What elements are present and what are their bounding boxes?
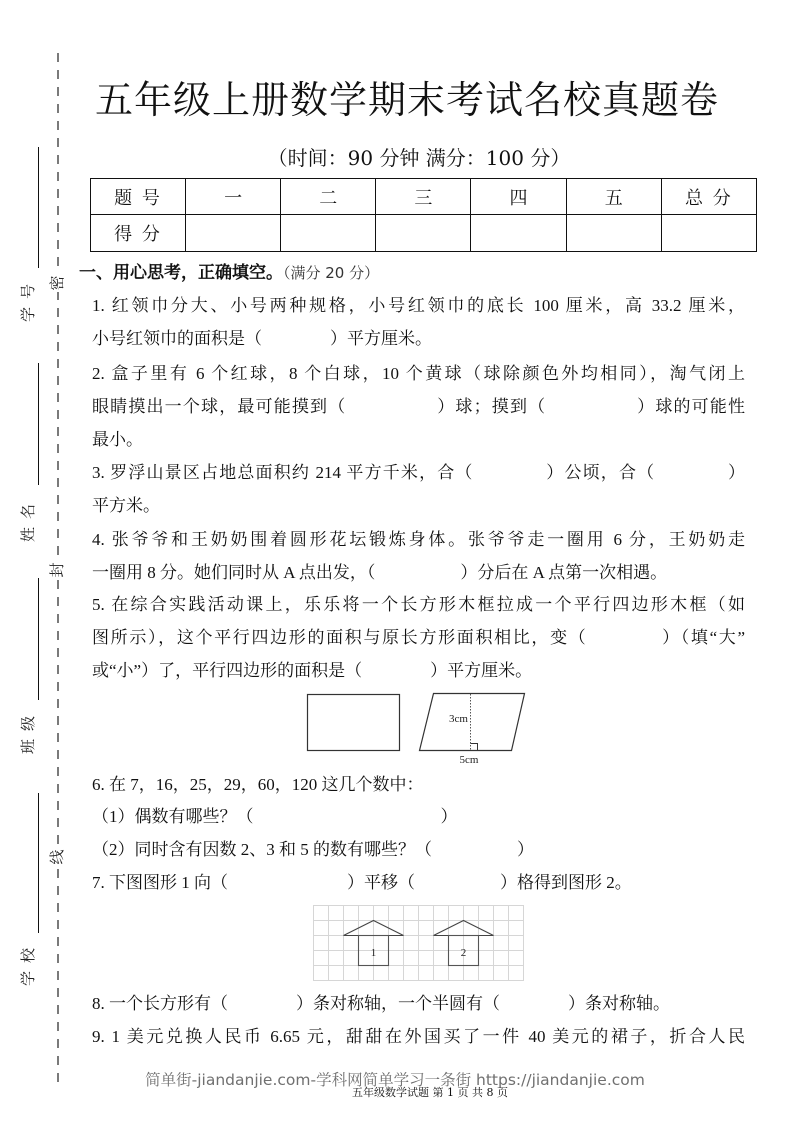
column-header-part-2: 二 [281,179,376,215]
question-6-sub-2: （2）同时含有因数 2、3 和 5 的数有哪些？（ ） [92,840,534,859]
question-5-line-3: 或“小”）了，平行四边形的面积是（ ）平方厘米。 [92,661,533,680]
name-label: 姓名 [19,495,37,542]
question-2-line-2: 眼睛摸出一个球，最可能摸到（ ）球；摸到（ ）球的可能性 [92,397,745,416]
question-2-line-1: 2. 盒子里有 6 个红球，8 个白球，10 个黄球（球除颜色外均相同），淘气闭上 [92,364,745,383]
column-header-part-1: 一 [186,179,281,215]
question-3-line-2: 平方米。 [92,496,160,515]
class-write-line [38,578,39,700]
column-header-part-3: 三 [376,179,471,215]
score-cell-part-3 [376,215,471,252]
seal-mark-xian: 线 [48,849,66,865]
score-cell-total [661,215,756,252]
question-3-line-1: 3. 罗浮山景区占地总面积约 214 平方千米，合（ ）公顷，合（ ） [92,463,745,482]
school-write-line [38,793,39,933]
question-7-line-1: 7. 下图图形 1 向（ ）平移（ ）格得到图形 2。 [92,873,632,892]
question-2-line-3: 最小。 [92,430,143,449]
class-label: 班级 [19,707,37,754]
shape-2-label: 2 [460,947,467,959]
section-heading [79,262,379,284]
height-label: 3cm [449,713,468,725]
question-6-line-1: 6. 在 7，16，25，29，60，120 这几个数中： [92,775,424,794]
seal-mark-mi: 密 [48,275,66,291]
school-label: 学校 [19,939,37,986]
question-9-line-1: 9. 1 美元兑换人民币 6.65 元，甜甜在外国买了一件 40 美元的裙子，折合人民 [92,1027,745,1046]
question-1-line-2: 小号红领巾的面积是（ ）平方厘米。 [92,329,432,348]
column-header-part-4: 四 [471,179,566,215]
question-5-line-2: 图所示），这个平行四边形的面积与原长方形面积相比，变（ ）（填“大” [92,628,745,647]
row-header-score: 得 分 [91,215,186,252]
page-number-footer: 五年级数学试题 第 1 页 共 8 页 [352,1086,508,1099]
score-cell-part-2 [281,215,376,252]
watermark-text: 简单街-jiandanjie.com-学科网简单学习一条街 https://jiandanjie.com [145,1071,645,1089]
score-table-score-row [91,215,757,252]
question-5-figure [300,686,540,768]
score-cell-part-4 [471,215,566,252]
student-id-write-line [38,147,39,268]
question-6-sub-1: （1）偶数有哪些？（ ） [92,807,458,826]
student-id-label: 学号 [19,275,37,322]
shape-1-label: 1 [370,947,377,959]
question-8-line-1: 8. 一个长方形有（ ）条对称轴，一个半圆有（ ）条对称轴。 [92,994,670,1013]
base-label: 5cm [459,754,479,766]
page-title: 五年级上册数学期末考试名校真题卷 [94,78,719,122]
seal-mark-feng: 封 [48,562,66,578]
question-4-line-1: 4. 张爷爷和王奶奶围着圆形花坛锻炼身体。张爷爷走一圈用 6 分，王奶奶走 [92,530,745,549]
section-title: 一、用心思考，正确填空。 [79,263,283,283]
score-cell-part-5 [566,215,661,252]
name-write-line [38,363,39,485]
score-table [90,178,757,252]
score-cell-part-1 [186,215,281,252]
score-table-header-row [91,179,757,215]
section-points: （满分 20 分） [283,264,380,282]
question-7-grid-figure [313,905,525,982]
exam-time-and-score: （时间：90 分钟 满分：100 分） [267,146,571,170]
right-angle-mark-icon [471,744,478,751]
rectangle-frame-shape [308,695,400,751]
question-1-line-1: 1. 红领巾分大、小号两种规格，小号红领巾的底长 100 厘米，高 33.2 厘米， [92,296,745,315]
parallelogram-frame-shape [420,694,525,751]
question-5-line-1: 5. 在综合实践活动课上，乐乐将一个长方形木框拉成一个平行四边形木框（如 [92,595,745,614]
row-header-question-number: 题 号 [91,179,186,215]
square-grid [313,905,524,981]
column-header-part-5: 五 [566,179,661,215]
question-4-line-2: 一圈用 8 分。她们同时从 A 点出发，（ ）分后在 A 点第一次相遇。 [92,563,668,582]
column-header-total: 总 分 [661,179,756,215]
